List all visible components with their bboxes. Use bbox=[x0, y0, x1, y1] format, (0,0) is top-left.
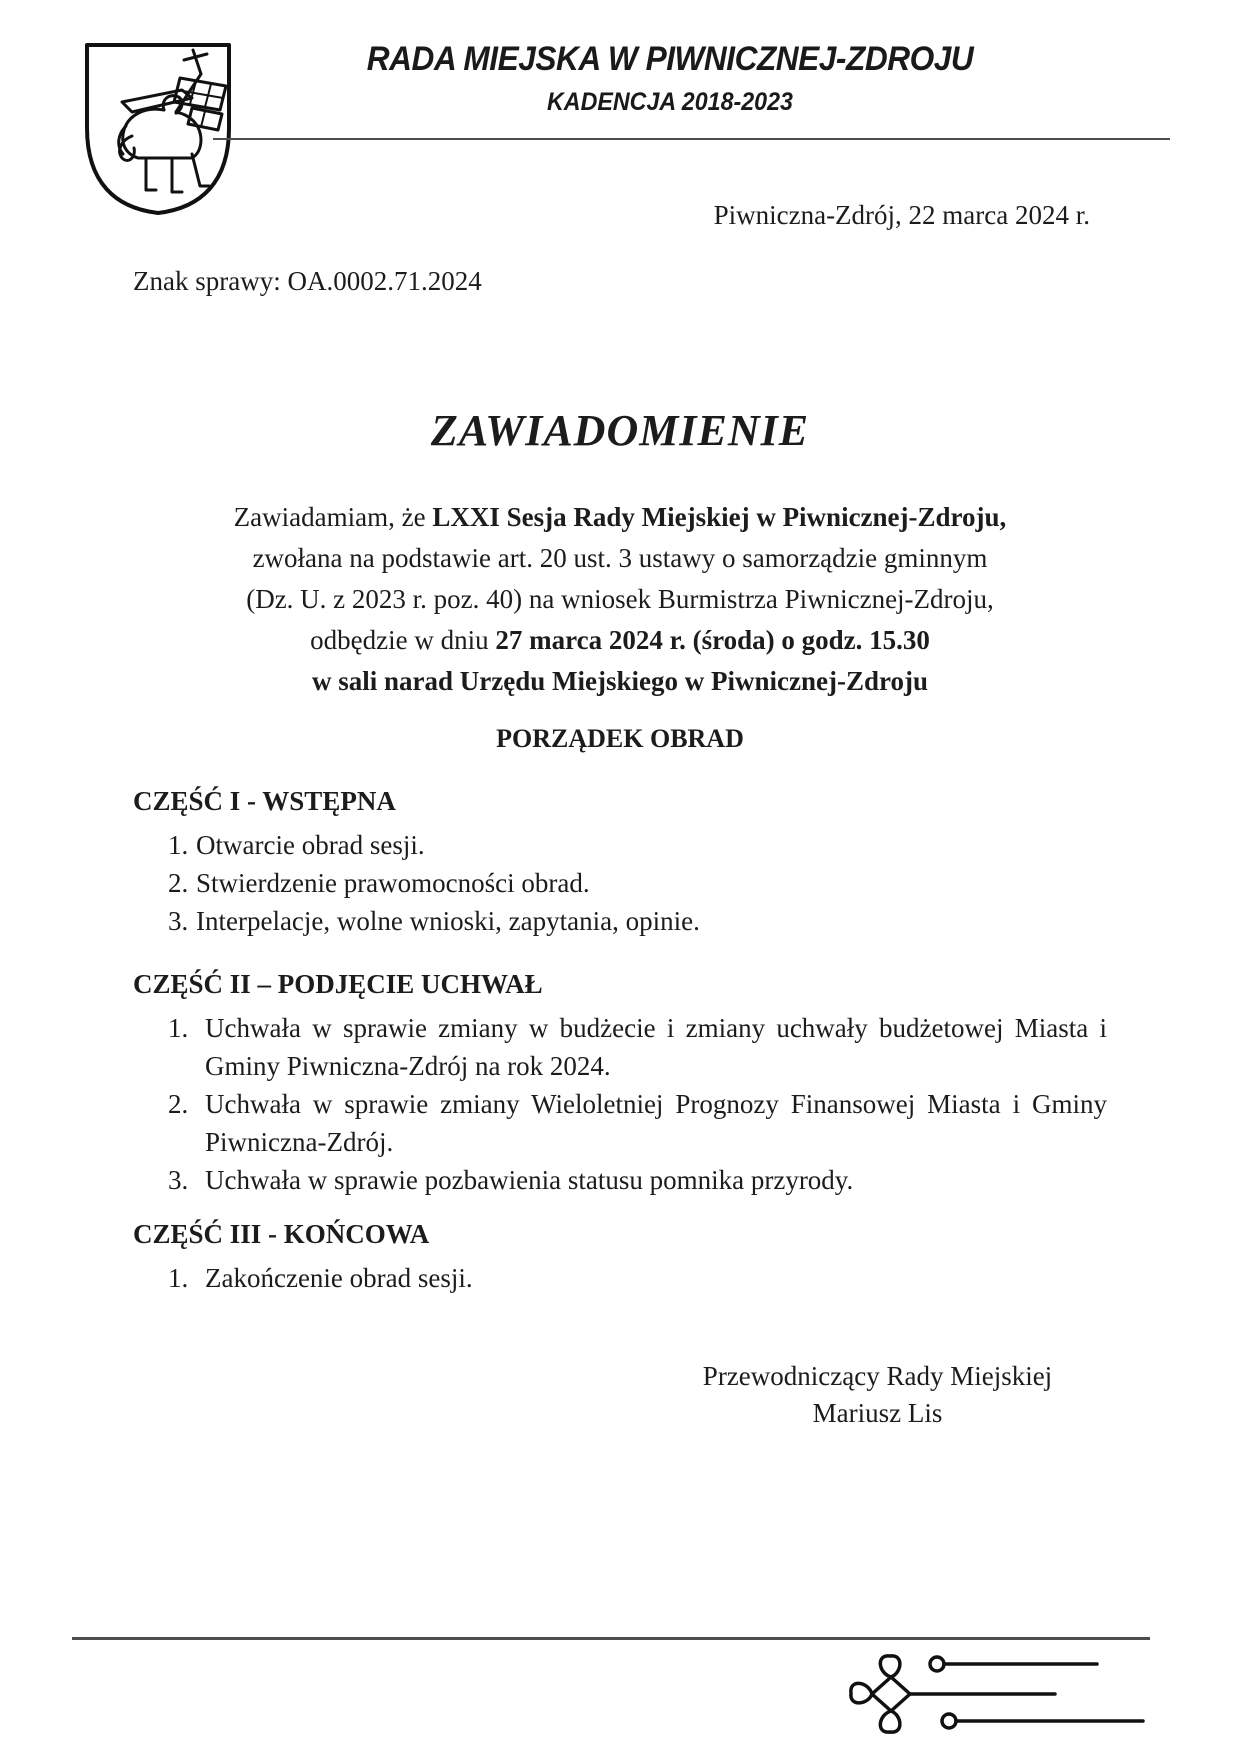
notice-line bbox=[133, 497, 1107, 538]
notice-title: ZAWIADOMIENIE bbox=[430, 406, 810, 455]
agenda-section-2 bbox=[133, 969, 1107, 1199]
notice-text: (Dz. U. z 2023 r. poz. 40) na wniosek Burmistrza Piwnicznej-Zdroju, bbox=[246, 584, 994, 614]
agenda-item-text: Stwierdzenie prawomocności obrad. bbox=[196, 868, 590, 898]
coat-of-arms-icon bbox=[80, 40, 236, 218]
section-title: CZĘŚĆ III - KOŃCOWA bbox=[133, 1219, 430, 1249]
notice-line bbox=[133, 579, 1107, 620]
agenda-item bbox=[168, 1259, 1107, 1297]
case-number: Znak sprawy: OA.0002.71.2024 bbox=[133, 266, 482, 296]
agenda-item bbox=[168, 902, 1107, 940]
agenda-item-text: Uchwała w sprawie pozbawienia statusu pomnika przyrody. bbox=[205, 1165, 854, 1195]
agenda-section-3 bbox=[133, 1219, 1107, 1297]
signature-block bbox=[655, 1358, 1100, 1432]
footer-divider bbox=[72, 1637, 1150, 1640]
notice-line bbox=[133, 661, 1107, 702]
notice-text: zwołana na podstawie art. 20 ust. 3 ustawy o samorządzie gminnym bbox=[252, 543, 988, 573]
agenda-item bbox=[168, 826, 1107, 864]
organization-title: RADA MIEJSKA W PIWNICZNEJ-ZDROJU bbox=[366, 40, 974, 78]
notice-text: odbędzie w dniu bbox=[310, 625, 496, 655]
section-title: CZĘŚĆ II – PODJĘCIE UCHWAŁ bbox=[133, 969, 543, 999]
calligraphic-flourish-icon bbox=[845, 1650, 1155, 1740]
agenda-item bbox=[168, 1009, 1107, 1085]
agenda-item-text: Otwarcie obrad sesji. bbox=[196, 830, 425, 860]
notice-line bbox=[133, 620, 1107, 661]
term-subtitle: KADENCJA 2018-2023 bbox=[547, 88, 793, 116]
agenda-item bbox=[168, 1161, 1107, 1199]
notice-body bbox=[133, 497, 1107, 702]
signature-name: Mariusz Lis bbox=[812, 1398, 943, 1428]
notice-text-bold: 27 marca 2024 r. (środa) o godz. 15.30 bbox=[495, 625, 930, 655]
notice-text: Zawiadamiam, że bbox=[233, 502, 433, 532]
header-divider bbox=[213, 138, 1170, 140]
letterhead bbox=[235, 40, 1105, 117]
agenda-heading: PORZĄDEK OBRAD bbox=[496, 724, 744, 753]
agenda-item-text: Interpelacje, wolne wnioski, zapytania, opinie. bbox=[196, 906, 700, 936]
section-title: CZĘŚĆ I - WSTĘPNA bbox=[133, 786, 396, 816]
agenda-item-text: Uchwała w sprawie zmiany w budżecie i zmiany uchwały budżetowej Miasta i Gminy Piwniczna-Zdrój na rok 2024. bbox=[205, 1013, 1107, 1081]
agenda-item bbox=[168, 864, 1107, 902]
agenda-item-text: Zakończenie obrad sesji. bbox=[205, 1263, 473, 1293]
notice-text-bold: w sali narad Urzędu Miejskiego w Piwnicznej-Zdroju bbox=[312, 666, 928, 696]
signature-role: Przewodniczący Rady Miejskiej bbox=[702, 1361, 1053, 1391]
agenda-item-text: Uchwała w sprawie zmiany Wieloletniej Prognozy Finansowej Miasta i Gminy Piwniczna-Zdrój. bbox=[205, 1089, 1107, 1157]
notice-line bbox=[133, 538, 1107, 579]
agenda-section-1 bbox=[133, 786, 1107, 940]
notice-text-bold: LXXI Sesja Rady Miejskiej w Piwnicznej-Zdroju, bbox=[432, 502, 1007, 532]
place-date: Piwniczna-Zdrój, 22 marca 2024 r. bbox=[713, 200, 1090, 230]
agenda-item bbox=[168, 1085, 1107, 1161]
